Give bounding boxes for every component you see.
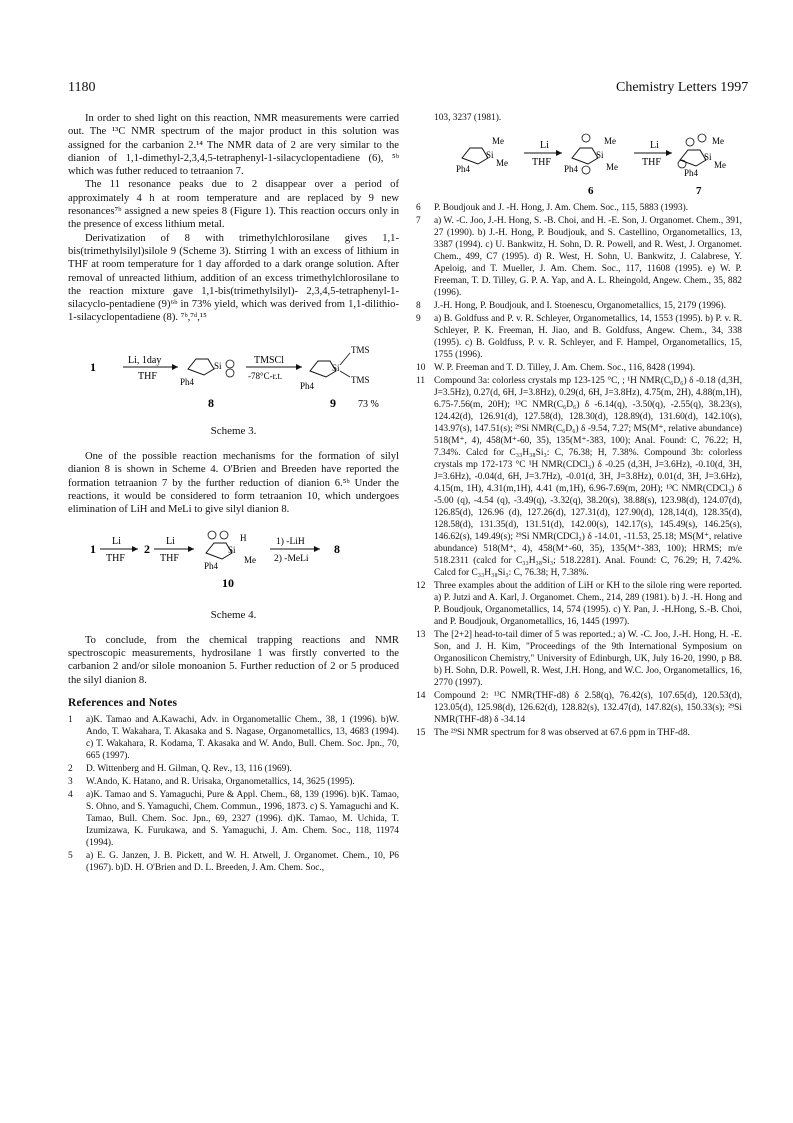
arrow-label: THF [532,157,551,168]
references-heading: References and Notes [68,697,178,710]
reference-text: J.-H. Hong, P. Boudjouk, and I. Stoenescu, Organometallics, 15, 2179 (1996). [434,301,726,311]
svg-text:Ph4: Ph4 [180,376,195,387]
arrow-label: Li [540,140,549,151]
scheme-6-7 [416,130,742,200]
tetraanion-10-structure [204,531,256,571]
arrow-label: 2) -MeLi [274,553,309,564]
arrow-label: THF [642,157,661,168]
reference-text: Compound 3a: colorless crystals mp 123-125 °C, ; ¹H NMR(C₆D₆) δ -0.18 (d,3H, J=3.5Hz), 0.27(d, 6H, J=3.8Hz), 0.29(d, 6H, J=3.8Hz), 4.75(m, 2H), 4.88(m,1H), 6.75-7.56(m, 20H); ¹³C NMR(C₆D₆) δ -6.14(q), -3.50(q), -2.55(q), 38.23(s), 124.42(d), 126.91(d), 127.58(d), 128.30(d), 128.89(d), 131.60(d), 142.10(s), 143.97(s), 147.51(s); ²⁹Si NMR(C₆D₆) δ -9.54, 7.27; MS(M⁺, relative abundance) 518(M⁺, 4), 458(M⁺-60, 35), 135(M⁺-383, 100); Anal. Found: C, 76.22; H, 7.34%. Calcd for C₃₃H₃₈Si₃: C, 76.38; H, 7.38%. Compound 3b: colorless crystals mp 172-173 °C ¹H NMR(CDCl₃) δ -0.25 (d,3H, J=3.6Hz), -0.10(d, 3H, J=3.6Hz), -0.04(d, 6H, J=3.7Hz), -0.01(d, 3H, J=3.8Hz), 0.01(d, 3H, J=3.6Hz), 4.15(m, 1H), 4.31(m,1H), 4.41 (m,1H), 6.96-7.69(m, 20H); ¹³C NMR(CDCl₃) δ -5.00 (q), -4.54 (q), -3.49(q), -3.32(q), 38.20(s), 38.88(s), 123.98(d), 124.07(d), 126.85(d), 126.96 (d), 127.26(d), 127.31(d), 127.90(d), 128,14(d), 128.35(d), 128.58(d), 131.35(d), 131.51(d), 142.00(s), 142.17(s), 145.49(s), 146.25(s), 146.62(s), 149.49(s); ²⁹Si NMR(CDCl₃) δ -14.01, -11.53, 25.18; MS(M⁺, relative abundance) 518(M⁺, 4), 458(M⁺-60, 35), 135(M⁺-383, 100); HRMS; m/e 518.2311 (calcd for C₃₃H₃₈Si₃; 518.2281). Anal. Found: C, 76.29; H, 7.42%. Calcd for C₃₃H₃₈Si₃: C, 76.38; H, 7.38%. [434,376,742,578]
reference-number: 8 [416,301,421,311]
reference-number: 1 [68,715,73,726]
reference-continuation: 103, 3237 (1981). [434,113,502,123]
reference-number: 6 [416,203,421,213]
scheme-3-title: Scheme 3. [210,424,257,437]
reference-number: 12 [416,581,426,591]
svg-text:Me: Me [244,554,256,565]
svg-text:Si: Si [486,150,494,160]
reference-text: D. Wittenberg and H. Gilman, Q. Rev., 13, 116 (1969). [86,764,292,775]
svg-text:Me: Me [492,136,504,146]
journal-header: Chemistry Letters 1997 [616,80,749,95]
reference-item [416,375,742,579]
reference-text: Compound 2: ¹³C NMR(THF-d8) δ 2.58(q), 76.42(s), 107.65(d), 120.53(d), 123.05(d), 125.98(d), 126.62(d), 128.82(s), 132.47(d), 147.82(s), 150.33(s); ²⁹Si NMR(THF-d8) δ -34.14 [434,691,742,725]
paragraph: In order to shed light on this reaction, NMR measurements were carried out. The ¹³C NMR spectrum of the major product in this solution was assigned for the carbanion 2.¹⁴ The NMR data of 2 are very similar to the dianion of 1,1-dimethyl-2,3,4,5-tetraphenyl-1-silacyclopentadiene (6), ⁵ᵇ which was futher reduced to tetraanion 7. [68,113,399,178]
arrow-label: THF [160,552,179,564]
scheme-6-7-drawing [416,130,742,200]
svg-text:Ph4: Ph4 [564,164,579,174]
svg-text:Ph4: Ph4 [456,164,471,174]
scheme-4-drawing [68,523,399,607]
reference-item [416,727,742,739]
scheme-3 [68,331,399,423]
reference-item [416,690,742,726]
reference-text: W.Ando, K. Hatano, and R. Urisaka, Organometallics, 14, 3625 (1995). [86,777,355,788]
reference-text: W. P. Freeman and T. D. Tilley, J. Am. Chem. Soc., 116, 8428 (1994). [434,363,696,373]
arrow-label: 1) -LiH [276,536,305,547]
reference-text: Three examples about the addition of LiH or KH to the silole ring were reported. a) P. Jutzi and A. Karl, J. Organomet. Chem., 214, 289 (1981). b) J. -H. Hong and P. Boudjouk, Organometallics, 14, 574 (1995). c) Y. Pan, J. -H.Hong, S.-B. Choi, and P. Boudjouk, Organometallics, 16, 1445 (1997). [434,581,742,627]
dianion-6-structure [564,134,618,174]
reference-number: 14 [416,691,426,701]
compound-7-label: 7 [696,185,702,197]
svg-text:TMS: TMS [351,344,370,355]
reference-item [416,215,742,299]
compound-9-label: 9 [330,395,336,410]
reference-number: 7 [416,216,421,226]
svg-text:TMS: TMS [351,374,370,385]
svg-text:Me: Me [606,162,618,172]
svg-text:Ph4: Ph4 [204,560,219,571]
scheme-3-drawing [68,331,399,423]
reference-number: 2 [68,764,73,775]
reference-number: 9 [416,314,421,324]
scheme3-arrow1-top: Li, 1day [128,354,162,366]
scheme3-arrow2-bottom: -78°C-r.t. [248,370,283,381]
yield-label: 73 % [358,398,379,410]
reference-list [416,202,742,739]
scheme-4-title: Scheme 4. [210,608,257,621]
reference-text: a)K. Tamao and S. Yamaguchi, Pure & Appl. Chem., 68, 139 (1996). b)K. Tamao, S. Ohno, and S. Yamaguchi, Chem. Commun., 1996, 1873. c) S. Yamaguchi and K. Tamao, Bull. Chem. Soc. Jpn., 69, 2327 (1996). d)K. Tamao, M. Uchida, T. Izumizawa, K. Furukawa, and S. Yamaguchi, J. Am. Chem. Soc., 118, 11974 (1994). [86,790,399,849]
reference-text: The ²⁹Si NMR spectrum for 8 was observed at 67.6 ppm in THF-d8. [434,728,690,738]
scheme3-arrow2-top: TMSCl [254,354,285,366]
reference-item [416,313,742,361]
reference-item [416,300,742,312]
reference-text: a) W. -C. Joo, J.-H. Hong, S. -B. Choi, and H. -E. Son, J. Organomet. Chem., 391, 27 (1990). b) J.-H. Hong, P. Boudjouk, and S. Castellino, Organometallics, 13, 3387 (1994). c) U. Bankwitz, H. Sohn, D. R. Powell, and R. West, J. Organomet. Chem., 499, C7 (1995). d) R. West, H. Sohn, U. Bankwitz, J. Calabrese, Y. Apeloig, and T. Mueller, J. Am. Chem. Soc., 117, 11608 (1995). e) W. P. Freeman, T. D. Tilley, G. P. A. Yap, and A. L. Rheingold, Angew. Chem., 35, 882 (1996). [434,216,742,298]
reference-item [416,580,742,628]
paragraph: The 11 resonance peaks due to 2 disappear over a period of approximately 4 h at room temperature and are replaced by 9 new resonances⁷ᵇ assigned a new speies 8 (Figure 1). This reaction occurs only in the presence of excess lithium metal. [68,179,399,231]
svg-text:Si: Si [332,362,340,373]
arrowhead [296,364,302,370]
reference-number: 13 [416,630,426,640]
arrow-label: Li [650,140,659,151]
reference-text: The [2+2] head-to-tail dimer of 5 was reported.; a) W. -C. Joo, J.-H. Hong, H. -E. Son, and J. H. Kim, "Proceedings of the 9th International Symposium on Organosilicon Chemistry," University of Edinburgh, UK, July 16-20, 1990, p B8. b) H. Sohn, D.R. Powell, R. West, J.H. Hong, and W.C. Joo, Organometallics, 16, 2770 (1997). [434,630,742,688]
scheme3-arrow1-bottom: THF [138,370,157,382]
reference-text: a) B. Goldfuss and P. v. R. Schleyer, Organometallics, 14, 1553 (1995). b) P. v. R. Schleyer, P. K. Freeman, H. Jiao, and B. Goldfuss, Angew. Chem., 34, 338 (1995). c) B. Goldfuss, P. v. R. Schleyer, and F. Hampel, Organometallics, 15, 1755 (1996). [434,314,742,360]
svg-text:Me: Me [496,158,508,168]
svg-text:Si: Si [228,544,236,555]
scheme-4 [68,523,399,607]
compound-10-label: 10 [222,575,234,590]
arrowhead [172,364,178,370]
reference-item [68,763,399,775]
paragraph: One of the possible reaction mechanisms for the formation of silyl dianion 8 is shown in Scheme 4. O'Brien and Breeden have reported the formation tetraanion 7 by the further reduction of dianion 6.⁵ᵇ Under the reactions, it would be considered to form tetraanion 10, which undergoes elimination of LiH and MeLi to give silyl dianion 8. [68,451,399,516]
compound-6-label: 6 [588,185,594,197]
reference-number: 5 [68,851,73,862]
svg-text:Si: Si [704,152,712,162]
page-number: 1180 [68,80,96,95]
left-column [68,112,399,875]
reference-item [416,362,742,374]
silole-9-structure [300,345,370,391]
reference-text: a) E. G. Janzen, J. B. Pickett, and W. H. Atwell, J. Organomet. Chem., 10, P6 (1967). b)D. H. O'Brien and D. L. Breeden, J. Am. Chem. Soc., [86,851,399,874]
reference-number: 15 [416,728,426,738]
svg-text:Si: Si [214,360,222,371]
svg-text:Ph4: Ph4 [300,380,315,391]
reference-list [68,714,399,874]
svg-text:Me: Me [714,160,726,170]
arrow-label: Li [112,535,121,547]
paragraph: Derivatization of 8 with trimethylchlorosilane gives 1,1-bis(trimethylsilyl)silole 9 (Scheme 3). Stirring 1 with an excess of lithium in THF at room temperature for 1 day afforded to a dark orange solution. After removal of unreacted lithium, addition of an excess trimethylchlorosilane to the reaction mixture gave 1,1-bis(trimethylsilyl)- 2,3,4,5-tetraphenyl-1-silacyclo-pentadiene (9)⁶ᵇ in 73% yield, which was derived from 1,1-dilithio-1-silacyclopentadiene (8). ⁷ᵇ,⁷ᵈ,¹⁵ [68,232,399,324]
reference-item [416,202,742,214]
right-column [416,112,742,740]
reference-item [68,776,399,788]
reference-number: 11 [416,376,426,386]
reference-text: a)K. Tamao and A.Kawachi, Adv. in Organometallic Chem., 38, 1 (1996). b)W. Ando, T. Wakahara, T. Akasaka and S. Nagase, Organometallics, 13, 4683 (1994). c) T. Wakahara, R. Kodama, T. Akasaka and W. Ando, Bull. Chem. Soc. Jpn., 70, 665 (1997). [86,715,399,762]
reference-item [68,850,399,874]
reference-item [416,629,742,689]
tetraanion-7-structure [678,134,726,178]
arrow-label: Li [166,535,175,547]
compound-1-label: 1 [90,541,96,556]
svg-text:Me: Me [712,136,724,146]
svg-text:Ph4: Ph4 [684,168,699,178]
svg-text:H: H [240,532,247,543]
silole-8-structure [180,359,234,387]
reference-item [68,714,399,762]
reference-item [68,789,399,849]
reference-number: 10 [416,363,426,373]
reference-number: 3 [68,777,73,788]
paragraph: To conclude, from the chemical trapping reactions and NMR spectroscopic measurements, hydrosilane 1 was firstly converted to the carbanion 2 and/or silole monoanion 5. Further reduction of 2 or 5 produced the silyl dianion 8. [68,634,399,686]
reference-number: 4 [68,790,73,801]
compound-8-label: 8 [208,395,214,410]
silole-structure [456,136,508,174]
compound-8-label: 8 [334,541,340,556]
svg-text:Me: Me [604,136,616,146]
reference-text: P. Boudjouk and J. -H. Hong, J. Am. Chem. Soc., 115, 5883 (1993). [434,203,689,213]
arrow-label: THF [106,552,125,564]
compound-1-label: 1 [90,359,96,374]
compound-2-label: 2 [144,541,150,556]
svg-text:Si: Si [596,150,604,160]
